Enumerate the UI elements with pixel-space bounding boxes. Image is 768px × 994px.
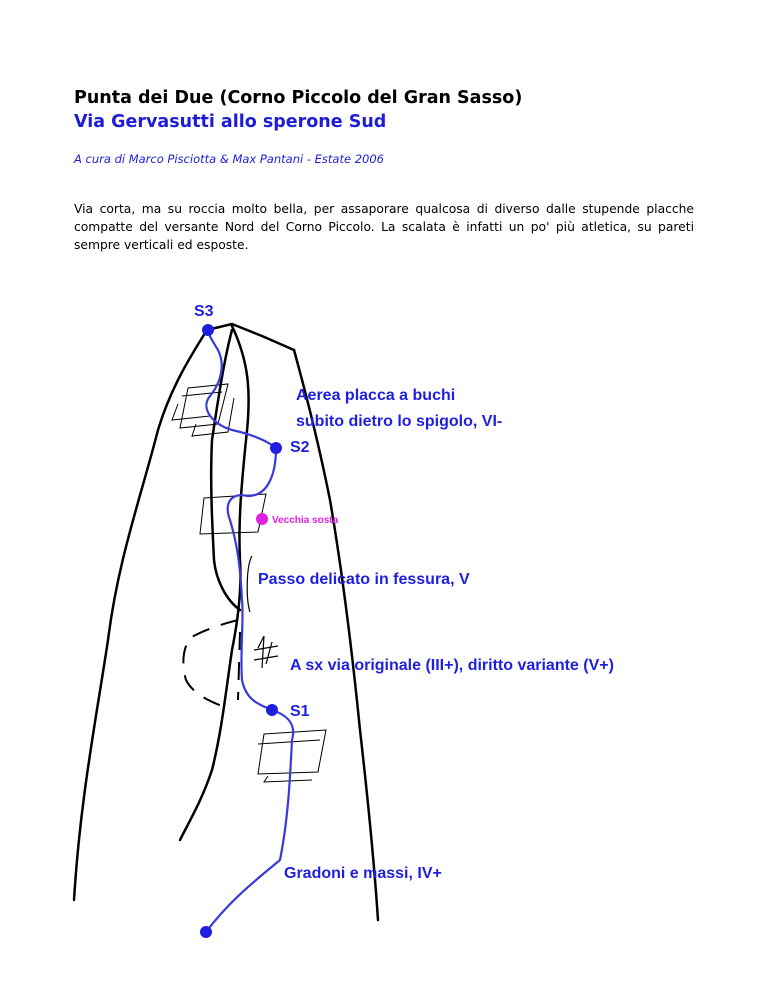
rock-inner-ridge-upper	[211, 330, 240, 610]
belay-stations	[200, 324, 282, 938]
crack-bracket	[247, 556, 252, 612]
hash-mark	[254, 636, 278, 668]
start-dot	[200, 926, 212, 938]
label-s3: S3	[194, 303, 214, 320]
document-title	[74, 86, 522, 134]
station-s2-dot	[270, 442, 282, 454]
label-aerea-line1: Aerea placca a buchi	[296, 387, 456, 404]
label-gradoni: Gradoni e massi, IV+	[284, 865, 442, 882]
title-route: Via Gervasutti allo sperone Sud	[74, 112, 387, 132]
label-s2: S2	[290, 439, 310, 456]
label-aerea-line2: subito dietro lo spigolo, VI-	[296, 413, 503, 430]
label-s1: S1	[290, 703, 310, 720]
title-peak: Punta dei Due (Corno Piccolo del Gran Sasso)	[74, 88, 523, 108]
label-vecchia-sosta: Vecchia sosta	[272, 515, 339, 526]
intro-paragraph: Via corta, ma su roccia molto bella, per assaporare qualcosa di diverso dalle stupende placche compatte del versante Nord del Corno Piccolo. La scalata è infatti un po' più atletica, su pareti sempre verticali ed esposte.	[74, 202, 694, 252]
rock-inner-ridge	[180, 326, 249, 840]
route-topo	[0, 280, 768, 994]
label-passo: Passo delicato in fessura, V	[258, 571, 470, 588]
original-route	[183, 620, 240, 706]
rock-summit-ridge	[207, 324, 294, 350]
label-variante: A sx via originale (III+), diritto variante (V+)	[290, 657, 614, 674]
rock-right-edge	[294, 350, 378, 920]
rock-left-edge	[74, 330, 207, 900]
old-belay-dot	[256, 513, 268, 525]
station-s1-dot	[266, 704, 278, 716]
credits: A cura di Marco Pisciotta & Max Pantani - Estate 2006	[74, 152, 384, 166]
station-s3-dot	[202, 324, 214, 336]
